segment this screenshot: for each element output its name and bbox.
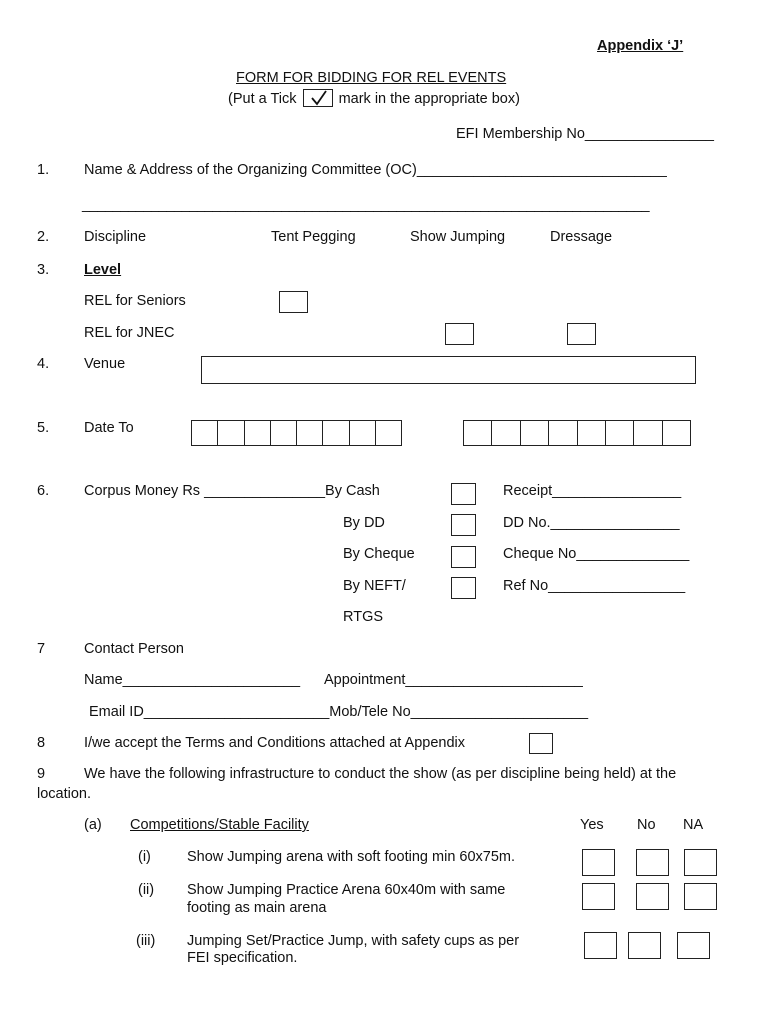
item-number-2: 2. (37, 229, 50, 245)
date-cell[interactable] (549, 421, 577, 445)
receipt-field[interactable]: Receipt________________ (503, 483, 682, 499)
form-subtitle (228, 89, 520, 108)
by-cash-checkbox[interactable] (451, 483, 476, 505)
date-to-boxes[interactable] (463, 420, 691, 446)
infrastructure-text-cont: location. (37, 786, 92, 802)
rtgs-label: RTGS (343, 609, 384, 625)
date-cell[interactable] (376, 421, 401, 445)
sub-item-iii-text: Jumping Set/Practice Jump, with safety cups as per (187, 933, 520, 949)
contact-person-label: Contact Person (84, 641, 184, 657)
date-cell[interactable] (492, 421, 520, 445)
date-cell[interactable] (350, 421, 376, 445)
item-number-4: 4. (37, 356, 50, 372)
discipline-label: Discipline (84, 229, 147, 245)
date-cell[interactable] (606, 421, 634, 445)
infrastructure-text: We have the following infrastructure to conduct the show (as per discipline being held) at the (84, 766, 677, 782)
sub-item-ii-text-cont: footing as main arena (187, 900, 327, 916)
appendix-label: Appendix ‘J’ (597, 38, 684, 54)
tick-mark-icon (303, 89, 333, 107)
ref-no-field[interactable]: Ref No_________________ (503, 578, 686, 594)
iii-no-checkbox[interactable] (628, 932, 661, 959)
appointment-field[interactable]: Appointment______________________ (324, 672, 583, 688)
i-no-checkbox[interactable] (636, 849, 669, 876)
i-na-checkbox[interactable] (684, 849, 717, 876)
contact-name-field[interactable]: Name______________________ (84, 672, 301, 688)
tent-pegging-option[interactable]: Tent Pegging (271, 229, 356, 245)
date-to-label: Date To (84, 420, 134, 436)
item-number-9: 9 (37, 766, 46, 782)
sub-item-i: (i) (138, 849, 151, 865)
date-cell[interactable] (634, 421, 662, 445)
rel-jnec-checkbox-1[interactable] (445, 323, 474, 345)
show-jumping-option[interactable]: Show Jumping (410, 229, 506, 245)
rel-seniors-checkbox[interactable] (279, 291, 308, 313)
item-number-3: 3. (37, 262, 50, 278)
rel-jnec-checkbox-2[interactable] (567, 323, 596, 345)
date-cell[interactable] (271, 421, 297, 445)
na-column-header: NA (683, 817, 704, 833)
sub-item-ii-text: Show Jumping Practice Arena 60x40m with same (187, 882, 506, 898)
sub-item-iii-text-cont: FEI specification. (187, 950, 298, 966)
by-dd-label: By DD (343, 515, 385, 531)
ii-no-checkbox[interactable] (636, 883, 669, 910)
item-number-6: 6. (37, 483, 50, 499)
sub-item-iii: (iii) (136, 933, 156, 949)
date-cell[interactable] (192, 421, 218, 445)
by-neft-checkbox[interactable] (451, 577, 476, 599)
email-mobile-field[interactable]: Email ID_______________________Mob/Tele No______________________ (89, 704, 589, 720)
item-number-1: 1. (37, 162, 50, 178)
level-heading: Level (84, 262, 122, 278)
ii-yes-checkbox[interactable] (582, 883, 615, 910)
date-cell[interactable] (245, 421, 271, 445)
date-cell[interactable] (578, 421, 606, 445)
i-yes-checkbox[interactable] (582, 849, 615, 876)
by-neft-label: By NEFT/ (343, 578, 406, 594)
date-cell[interactable] (521, 421, 549, 445)
subtitle-post: mark in the appropriate box) (338, 91, 520, 107)
oc-address-line[interactable]: __________________________________________________________________________ (82, 197, 650, 213)
efi-membership-field[interactable]: EFI Membership No________________ (456, 126, 714, 142)
iii-yes-checkbox[interactable] (584, 932, 617, 959)
item-number-8: 8 (37, 735, 46, 751)
no-column-header: No (637, 817, 656, 833)
accept-terms-label: I/we accept the Terms and Conditions attached at Appendix (84, 735, 466, 751)
rel-jnec-label: REL for JNEC (84, 325, 175, 341)
cheque-no-field[interactable]: Cheque No______________ (503, 546, 690, 562)
dd-no-field[interactable]: DD No.________________ (503, 515, 680, 531)
ii-na-checkbox[interactable] (684, 883, 717, 910)
venue-label: Venue (84, 356, 126, 372)
date-cell[interactable] (323, 421, 349, 445)
venue-input[interactable] (201, 356, 696, 384)
item-number-5: 5. (37, 420, 50, 436)
date-cell[interactable] (663, 421, 690, 445)
date-cell[interactable] (297, 421, 323, 445)
rel-seniors-label: REL for Seniors (84, 293, 186, 309)
item-number-7: 7 (37, 641, 46, 657)
sub-item-a: (a) (84, 817, 102, 833)
corpus-money-field[interactable]: Corpus Money Rs _______________By Cash (84, 483, 380, 499)
sub-item-i-text: Show Jumping arena with soft footing min 60x75m. (187, 849, 516, 865)
yes-column-header: Yes (580, 817, 604, 833)
by-dd-checkbox[interactable] (451, 514, 476, 536)
date-cell[interactable] (218, 421, 244, 445)
subtitle-pre: (Put a Tick (228, 91, 297, 107)
date-from-boxes[interactable] (191, 420, 402, 446)
date-cell[interactable] (464, 421, 492, 445)
dressage-option[interactable]: Dressage (550, 229, 613, 245)
by-cheque-label: By Cheque (343, 546, 415, 562)
oc-name-field[interactable]: Name & Address of the Organizing Committee (OC)_______________________________ (84, 162, 667, 178)
iii-na-checkbox[interactable] (677, 932, 710, 959)
accept-terms-checkbox[interactable] (529, 733, 553, 754)
form-title: FORM FOR BIDDING FOR REL EVENTS (236, 70, 507, 86)
by-cheque-checkbox[interactable] (451, 546, 476, 568)
sub-item-ii: (ii) (138, 882, 155, 898)
competitions-heading: Competitions/Stable Facility (130, 817, 309, 833)
